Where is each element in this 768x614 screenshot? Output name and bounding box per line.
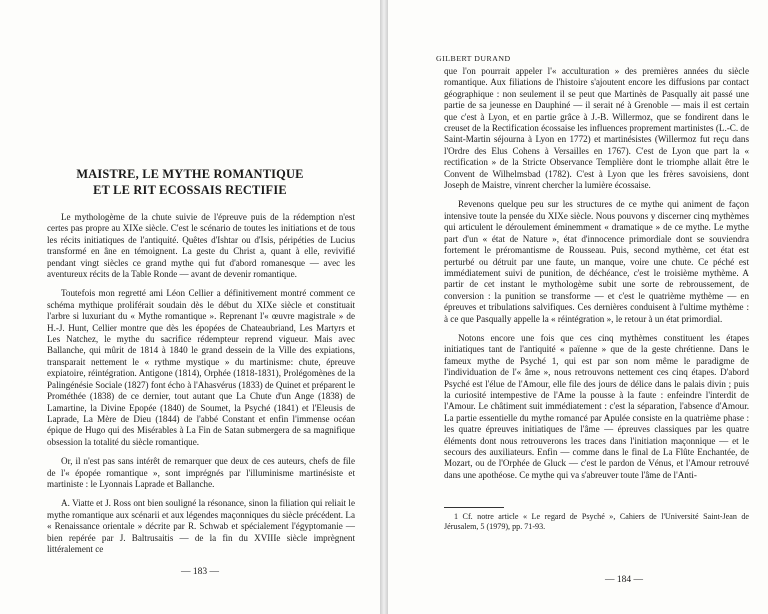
right-body-text	[444, 66, 749, 489]
paragraph: Le mythologème de la chute suivie de l'épreuve puis de la rédemption n'est certes pas propre au XIXe siècle. C'est le scénario de toutes les initiations et de tous les récits initiatiques de l'antiquité. Quêtes d'Ishtar ou d'Isis, péripéties de Lucius transformé en âne en témoignent. La geste du Christ a, quant à elle, revivifié pendant vingt siècles ce grand mythe qui fut d'abord romanesque — avec les aventureux récits de la Table Ronde — avant de devenir romantique.	[47, 212, 355, 280]
footnote: 1 Cf. notre article « Le regard de Psyché », Cahiers de l'Université Saint-Jean de Jérusalem, 5 (1979), pp. 71-93.	[444, 512, 749, 531]
paragraph: Toutefois mon regretté ami Léon Cellier a définitivement montré comment ce schéma mythique proliférait soudain dès le début du XIXe siècle et constituait l'arbre si luxuriant du « Mythe romantique ». Reprenant l'« œuvre magistrale » de H.-J. Hunt, Cellier montre que dès les épopées de Chateaubriand, Les Martyrs et Les Natchez, le mythe du sacrifice rédempteur reprend vigueur. Mais avec Ballanche, qui mûrit de 1814 à 1840 le grand dessein de la Ville des expiations, transparait nettement le « rythme mystique » du martinisme: chute, épreuve expiatoire, réintégration. Antigone (1814), Orphée (1818-1831), Prolégomènes de la Palingénésie Sociale (1827) font écho à l'Ahasvérus (1833) de Quinet et préparent le Prométhée (1838) de ce dernier, tout autant que La Chute d'un Ange (1838) de Lamartine, la Divine Epopée (1840) de Soumet, la Psyché (1841) et l'Eleusis de Laprade, La Mère de Dieu (1844) de l'abbé Constant et enfin l'immense océan épique de Hugo qui des Misérables à La Fin de Satan submergera de sa magnifique obsession la totalité du siècle romantique.	[47, 288, 355, 447]
right-page	[388, 0, 768, 614]
left-page	[0, 0, 380, 614]
running-header: GILBERT DURAND	[436, 54, 511, 63]
paragraph: Revenons quelque peu sur les structures de ce mythe qui animent de façon intensive toute la pensée du XIXe siècle. Nous pouvons y discerner cinq mythèmes qui articulent le déroulement éminemment « dramatique » de ce mythe. Le mythe part d'un « état de Nature », état d'innocence primordiale dont se souviendra fortement le préromantisme de Rousseau. Puis, second mythème, cet état est perturbé ou détruit par une faute, un manque, voire une chute. Ce péché est immédiatement suivi de punition, de déchéance, c'est le troisième mythème. A partir de cet instant le mythologème subit une sorte de rebroussement, de conversion : la punition se transforme — et c'est le quatrième mythème — en épreuves et tribulations salvifiques. Ces dernières conduisent à l'ultime mythème : à ce que Pasqually appelle la « réintégration », le retour à un état primordial.	[444, 199, 749, 324]
paragraph: que l'on pourrait appeler l'« acculturation » des premières années du siècle romantique. Aux filiations de l'histoire s'ajoutent encore les diffusions par contact géographique : non seulement il se peut que Martinès de Pasqually ait passé une partie de sa jeunesse en Dauphiné — il serait né à Grenoble — mais il est certain que c'est à Lyon, et en partie grâce à J.-B. Willermoz, que se fondirent dans le creuset de la Rectification écossaise les influences proprement martinistes (L.-C. de Saint-Martin séjourna à Lyon en 1772) et martinésistes (Willermoz fut reçu dans l'Ordre des Elus Cohens à Versailles en 1767). C'est de Lyon que part la « rectification » de la Stricte Observance Templière dont le triomphe allait être le Convent de Wilhelmsbad (1782). C'est à Lyon que les frères savoisiens, dont Joseph de Maistre, vinrent chercher la lumière écossaise.	[444, 66, 749, 191]
chapter-title-line-1: MAISTRE, LE MYTHE ROMANTIQUE	[76, 167, 304, 181]
footnote-rule	[444, 507, 504, 508]
chapter-title-line-2: ET LE RIT ECOSSAIS RECTIFIE	[93, 183, 287, 197]
left-body-text	[47, 212, 355, 563]
book-gutter	[380, 0, 388, 614]
page-number: — 184 —	[605, 575, 643, 585]
paragraph: Or, il n'est pas sans intérêt de remarquer que deux de ces auteurs, chefs de file de l'« épopée romantique », sont imprégnés par l'illuminisme martinésiste et martiniste : le Lyonnais Laprade et Ballanche.	[47, 456, 355, 489]
page-number: — 183 —	[181, 567, 219, 577]
paragraph: Notons encore une fois que ces cinq mythèmes constituent les étapes initiatiques tant de l'antiquité « païenne » que de la geste chrétienne. Dans le fameux mythe de Psyché 1, qui est par son nom même le paradigme de l'individuation de l'« âme », nous retrouvons nettement ces cinq étapes. D'abord Psyché est l'élue de l'Amour, elle file des jours de délice dans le palais divin ; puis la curiosité intempestive de l'Ame la pousse à la faute : enfeindre l'interdit de l'Amour. Le châtiment suit immédiatement : c'est la séparation, l'absence d'Amour. La partie essentielle du mythe romancé par Apulée consiste en la quatrième phase : les quatre épreuves initiatiques de l'âme — épreuves classiques par les quatre éléments dont nous retrouverons les traces dans l'initiation maçonnique — et le secours des auxiliateurs. Enfin — comme dans le final de La Flûte Enchantée, de Mozart, ou de l'Orphée de Gluck — c'est le pardon de Vénus, et l'Amour retrouvé dans une apothéose. Ce mythe qui va s'abreuver toute l'âme de l'Anti-	[444, 332, 749, 480]
paragraph: A. Viatte et J. Ross ont bien souligné la résonance, sinon la filiation qui reliait le mythe romantique aux scénarii et aux légendes maçonniques du siècle précédent. La « Renaissance orientale » décrite par R. Schwab et spécialement l'égyptomanie — bien repérée par J. Baltrusaitis — de la fin du XVIIIe siècle imprègnent littéralement ce	[47, 498, 355, 554]
